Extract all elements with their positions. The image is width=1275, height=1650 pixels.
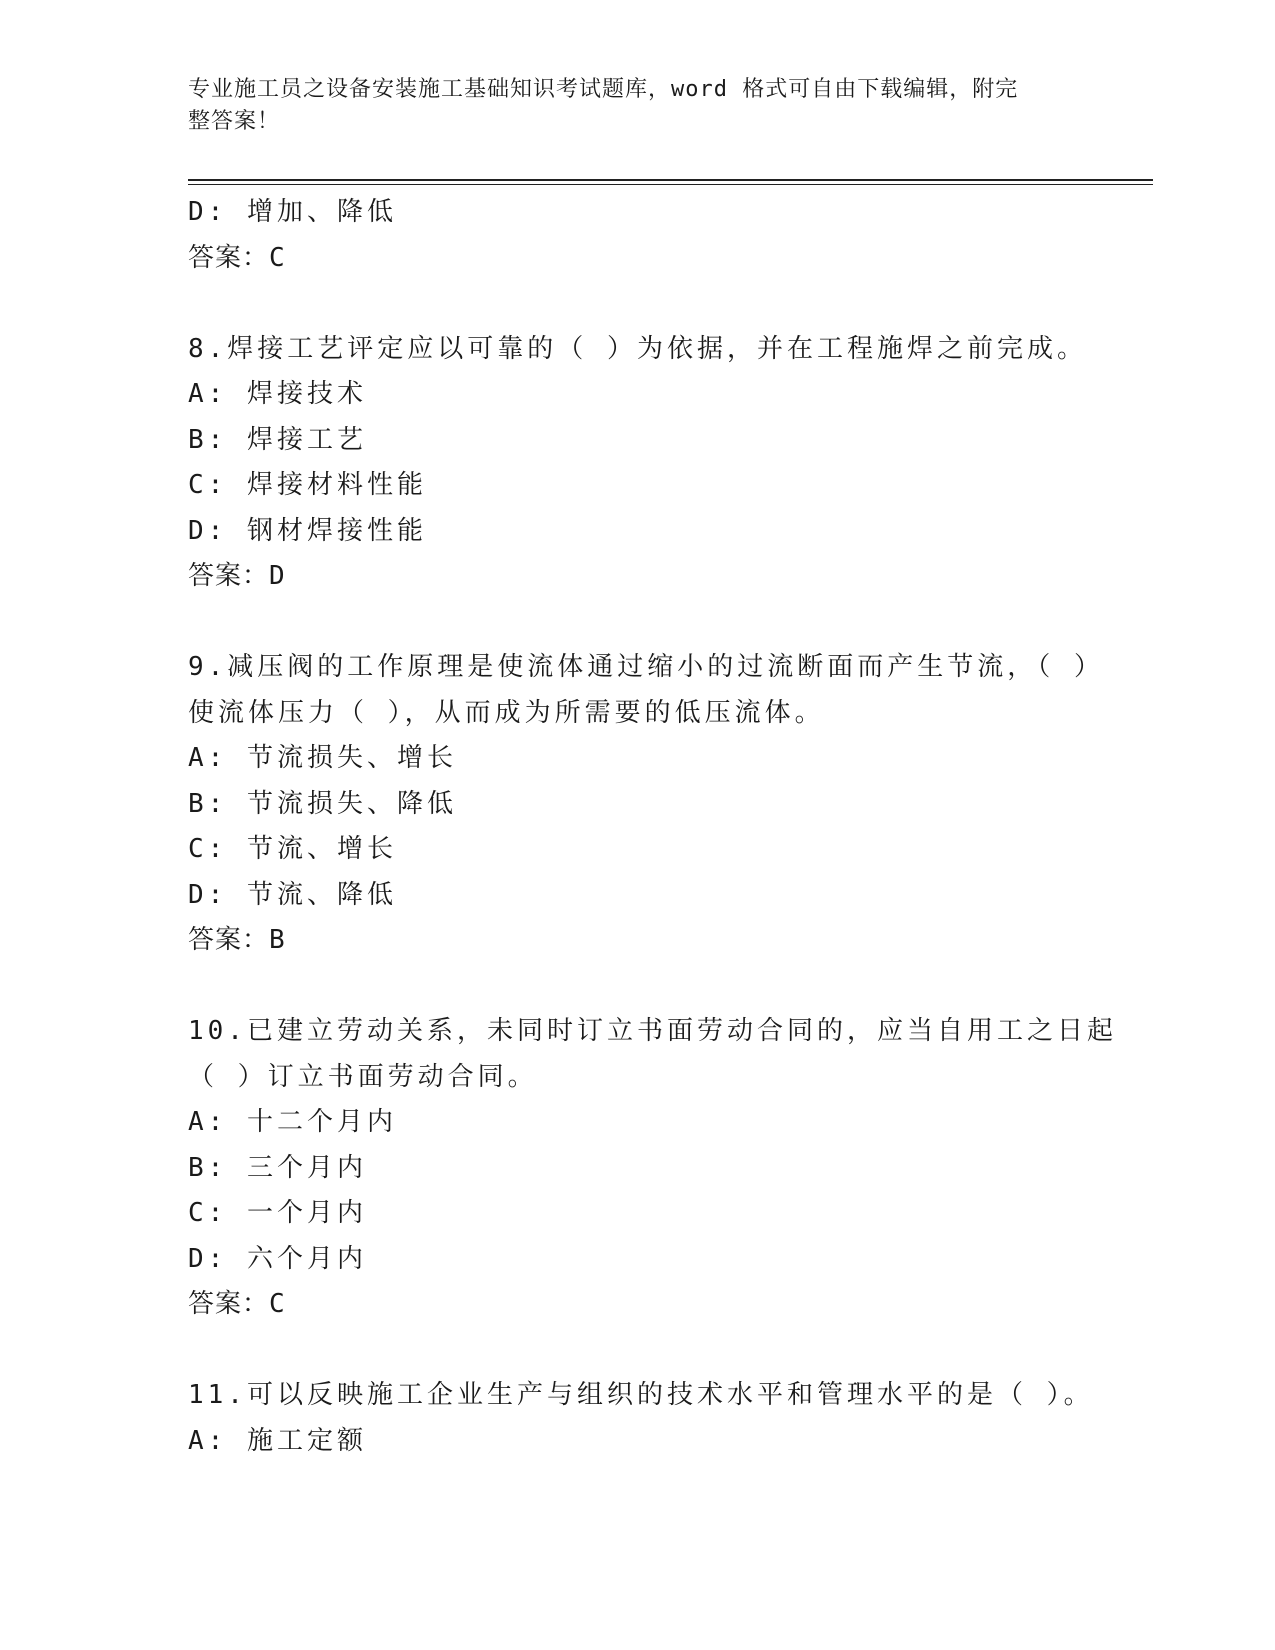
option-a: A: 焊接技术: [188, 379, 367, 409]
option-d: D: 钢材焊接性能: [188, 515, 427, 546]
option-a: A: 节流损失、增长: [188, 743, 457, 773]
option-a: A: 施工定额: [188, 1425, 367, 1456]
question-9: [188, 645, 1104, 964]
question-10: [188, 1009, 1117, 1328]
option-d: D: 六个月内: [188, 1243, 367, 1274]
option-d: D: 节流、降低: [188, 879, 397, 910]
question-11: [188, 1373, 1094, 1464]
option-d: D: 增加、降低: [188, 197, 397, 227]
answer-line: 答案：D: [188, 561, 286, 591]
header-divider-thin: [188, 184, 1153, 185]
document-body: [188, 190, 1117, 1464]
answer-line: 答案：B: [188, 925, 286, 955]
question-8: [188, 327, 1088, 600]
answer-line: 答案：C: [188, 242, 286, 273]
header-divider-thick: [188, 179, 1153, 181]
question-spacer: [188, 600, 1088, 646]
question-stem: 9.减压阀的工作原理是使流体通过缩小的过流断面而产生节流，（ ）: [188, 652, 1104, 682]
header-line-2: 整答案！: [188, 109, 281, 134]
question-stem: 11.可以反映施工企业生产与组织的技术水平和管理水平的是（ ）。: [188, 1380, 1094, 1410]
question-stem: 8.焊接工艺评定应以可靠的（ ）为依据，并在工程施焊之前完成。: [188, 333, 1087, 364]
question-spacer: [188, 964, 1088, 1010]
question-spacer: [188, 281, 1088, 327]
question-stem-continued: （ ）订立书面劳动合同。: [188, 1061, 538, 1092]
option-a: A: 十二个月内: [188, 1107, 397, 1137]
question-stem-continued: 使流体压力（ ），从而成为所需要的低压流体。: [188, 697, 825, 728]
page-header: [188, 74, 1068, 138]
option-c: C: 一个月内: [188, 1198, 367, 1228]
header-line-1: 专业施工员之设备安装施工基础知识考试题库，word 格式可自由下载编辑，附完: [188, 77, 1019, 102]
option-b: B: 三个月内: [188, 1152, 367, 1183]
option-b: B: 焊接工艺: [188, 424, 367, 455]
option-c: C: 节流、增长: [188, 834, 397, 864]
question-spacer: [188, 1328, 1088, 1374]
answer-line: 答案：C: [188, 1289, 286, 1319]
option-c: C: 焊接材料性能: [188, 470, 427, 500]
question-stem: 10.已建立劳动关系，未同时订立书面劳动合同的，应当自用工之日起: [188, 1016, 1117, 1046]
option-b: B: 节流损失、降低: [188, 788, 457, 819]
